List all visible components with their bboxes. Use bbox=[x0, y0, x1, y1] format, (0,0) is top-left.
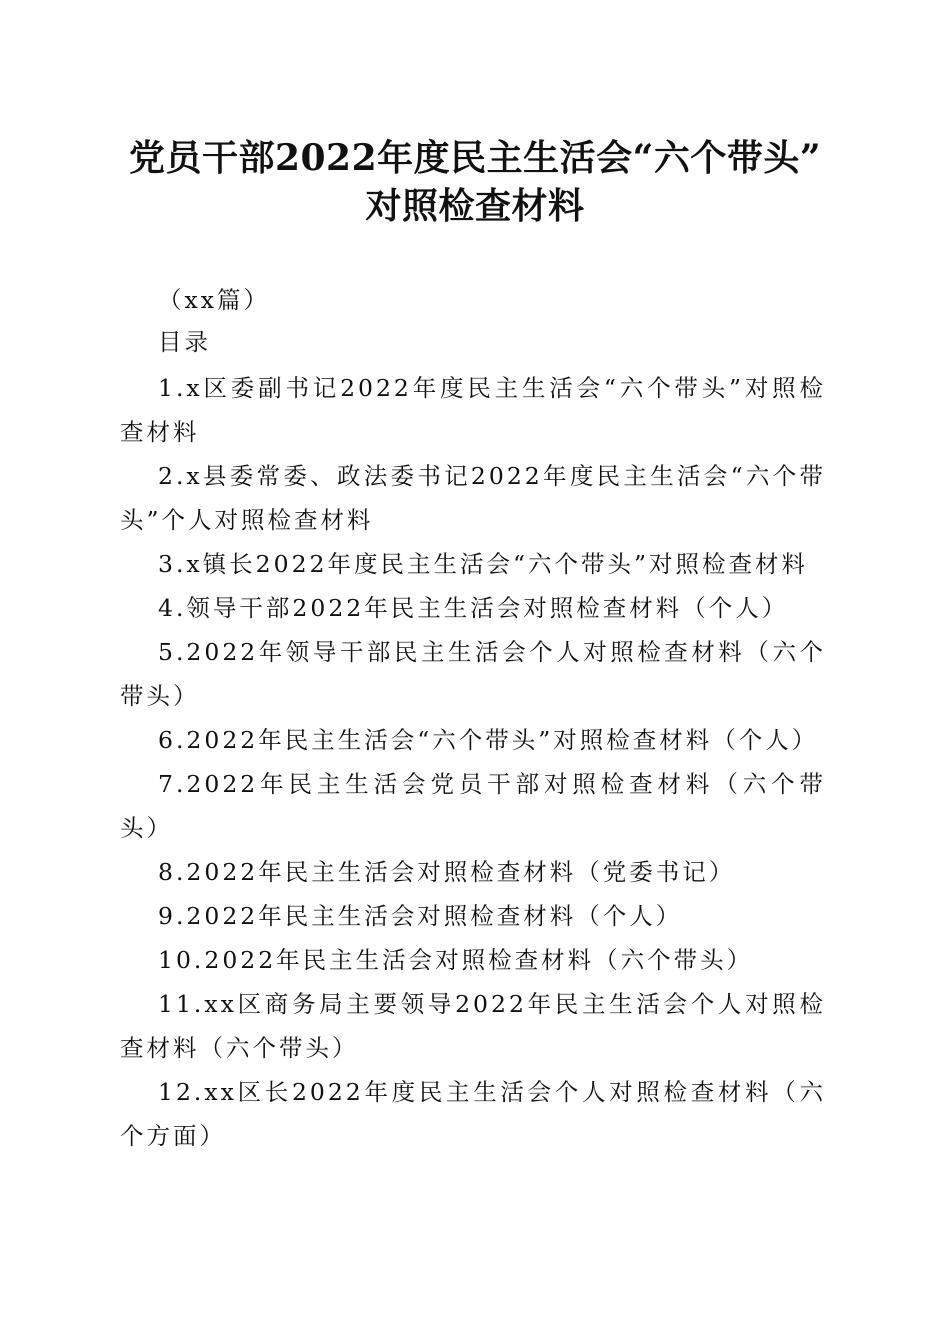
toc-item: 1.x区委副书记2022年度民主生活会“六个带头”对照检查材料 bbox=[120, 374, 826, 446]
document-title-line-1: 党员干部2022年度民主生活会“六个带头” bbox=[128, 137, 822, 179]
toc-item: 5.2022年领导干部民主生活会个人对照检查材料（六个带头） bbox=[120, 638, 826, 710]
toc-item: 7.2022年民主生活会党员干部对照检查材料（六个带头） bbox=[120, 770, 826, 842]
toc-item: 9.2022年民主生活会对照检查材料（个人） bbox=[158, 902, 683, 930]
toc-item: 3.x镇长2022年度民主生活会“六个带头”对照检查材料 bbox=[158, 550, 809, 578]
toc-item: 4.领导干部2022年民主生活会对照检查材料（个人） bbox=[158, 594, 789, 622]
toc-item: 6.2022年民主生活会“六个带头”对照检查材料（个人） bbox=[158, 726, 819, 754]
toc-item: 12.xx区长2022年度民主生活会个人对照检查材料（六个方面） bbox=[120, 1078, 826, 1150]
toc-item: 8.2022年民主生活会对照检查材料（党委书记） bbox=[158, 858, 736, 886]
toc-heading: 目录 bbox=[158, 328, 211, 356]
table-of-contents bbox=[120, 366, 826, 1158]
toc-item: 10.2022年民主生活会对照检查材料（六个带头） bbox=[158, 946, 754, 974]
document-subtitle: （xx篇） bbox=[158, 286, 271, 314]
document-title-line-2: 对照检查材料 bbox=[365, 185, 585, 227]
toc-item: 2.x县委常委、政法委书记2022年度民主生活会“六个带头”个人对照检查材料 bbox=[120, 462, 826, 534]
toc-item: 11.xx区商务局主要领导2022年民主生活会个人对照检查材料（六个带头） bbox=[120, 990, 826, 1062]
